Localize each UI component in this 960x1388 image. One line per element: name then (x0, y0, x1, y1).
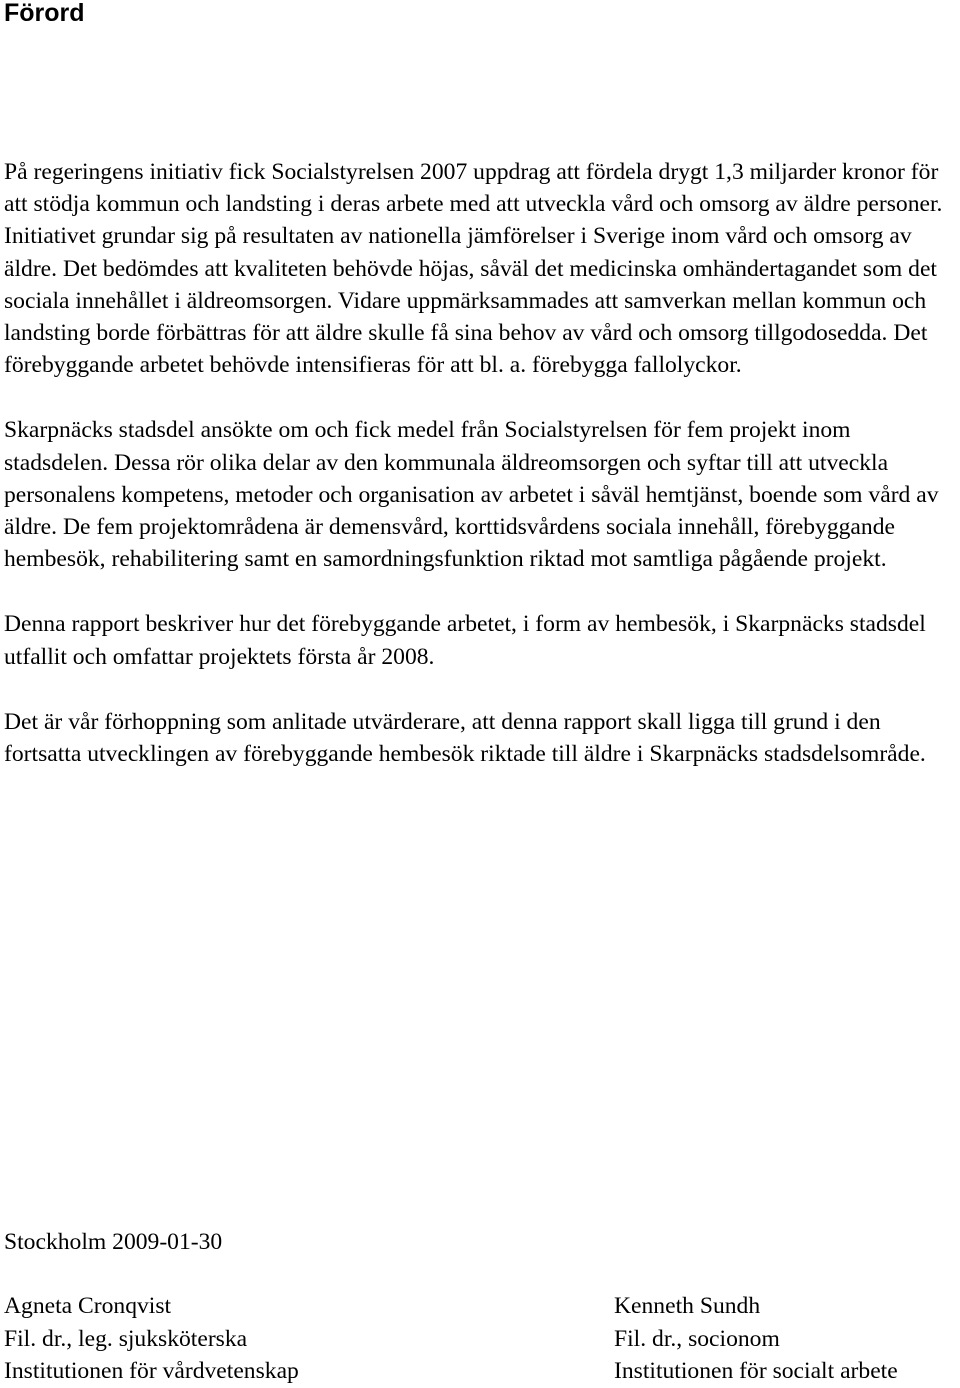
page-title: Förord (4, 0, 85, 27)
signer-institution: Institutionen för socialt arbete (614, 1358, 898, 1384)
signer-title: Fil. dr., leg. sjuksköterska (4, 1325, 248, 1352)
paragraph-3: Denna rapport beskriver hur det förebyggande arbetet, i form av hembesök, i Skarpnäcks stadsdel utfallit och omfattar projektets första år 2008. (4, 611, 926, 670)
signer-title: Fil. dr., socionom (614, 1325, 780, 1352)
paragraph-4: Det är vår förhoppning som anlitade utvärderare, att denna rapport skall ligga till grund i den fortsatta utvecklingen av förebyggande hembesök riktade till äldre i Skarpnäcks stadsdelsområde. (4, 708, 926, 768)
paragraph-1: På regeringens initiativ fick Socialstyrelsen 2007 uppdrag att fördela drygt 1,3 miljarder kronor för att stödja kommun och landsting i deras arbete med att utveckla vård och omsorg av äldre personer. Initiativet grundar sig på resultaten av nationella jämförelser i Sverige inom vård och omsorg av äldre. Det bedömdes att kvaliteten behövde höjas, såväl det medicinska omhändertagandet som det sociala innehållet i äldreomsorgen. Vidare uppmärksammades att samverkan mellan kommun och landsting borde förbättras för att äldre skulle få sina behov av vård och omsorg tillgodosedda. Det förebyggande arbetet behövde intensifieras för att bl. a. förebygga fallolyckor. (4, 159, 943, 379)
signer-name: Agneta Cronqvist (4, 1293, 172, 1319)
body-text (4, 156, 958, 803)
signature-right (614, 1290, 898, 1388)
signature-left (4, 1290, 299, 1388)
paragraph-2: Skarpnäcks stadsdel ansökte om och fick medel från Socialstyrelsen för fem projekt inom stadsdelen. Dessa rör olika delar av den kommunala äldreomsorgen och syftar till att utveckla personalens kompetens, metoder och organisation av arbetet i såväl hemtjänst, boende som vård av äldre. De fem projektområdena är demensvård, korttidsvårdens sociala innehåll, förebyggande hembesök, rehabilitering samt en samordningsfunktion riktad mot samtliga pågående projekt. (4, 417, 939, 573)
signer-institution: Institutionen för vårdvetenskap (4, 1358, 299, 1384)
date-line: Stockholm 2009-01-30 (4, 1229, 223, 1255)
signer-name: Kenneth Sundh (614, 1293, 761, 1319)
